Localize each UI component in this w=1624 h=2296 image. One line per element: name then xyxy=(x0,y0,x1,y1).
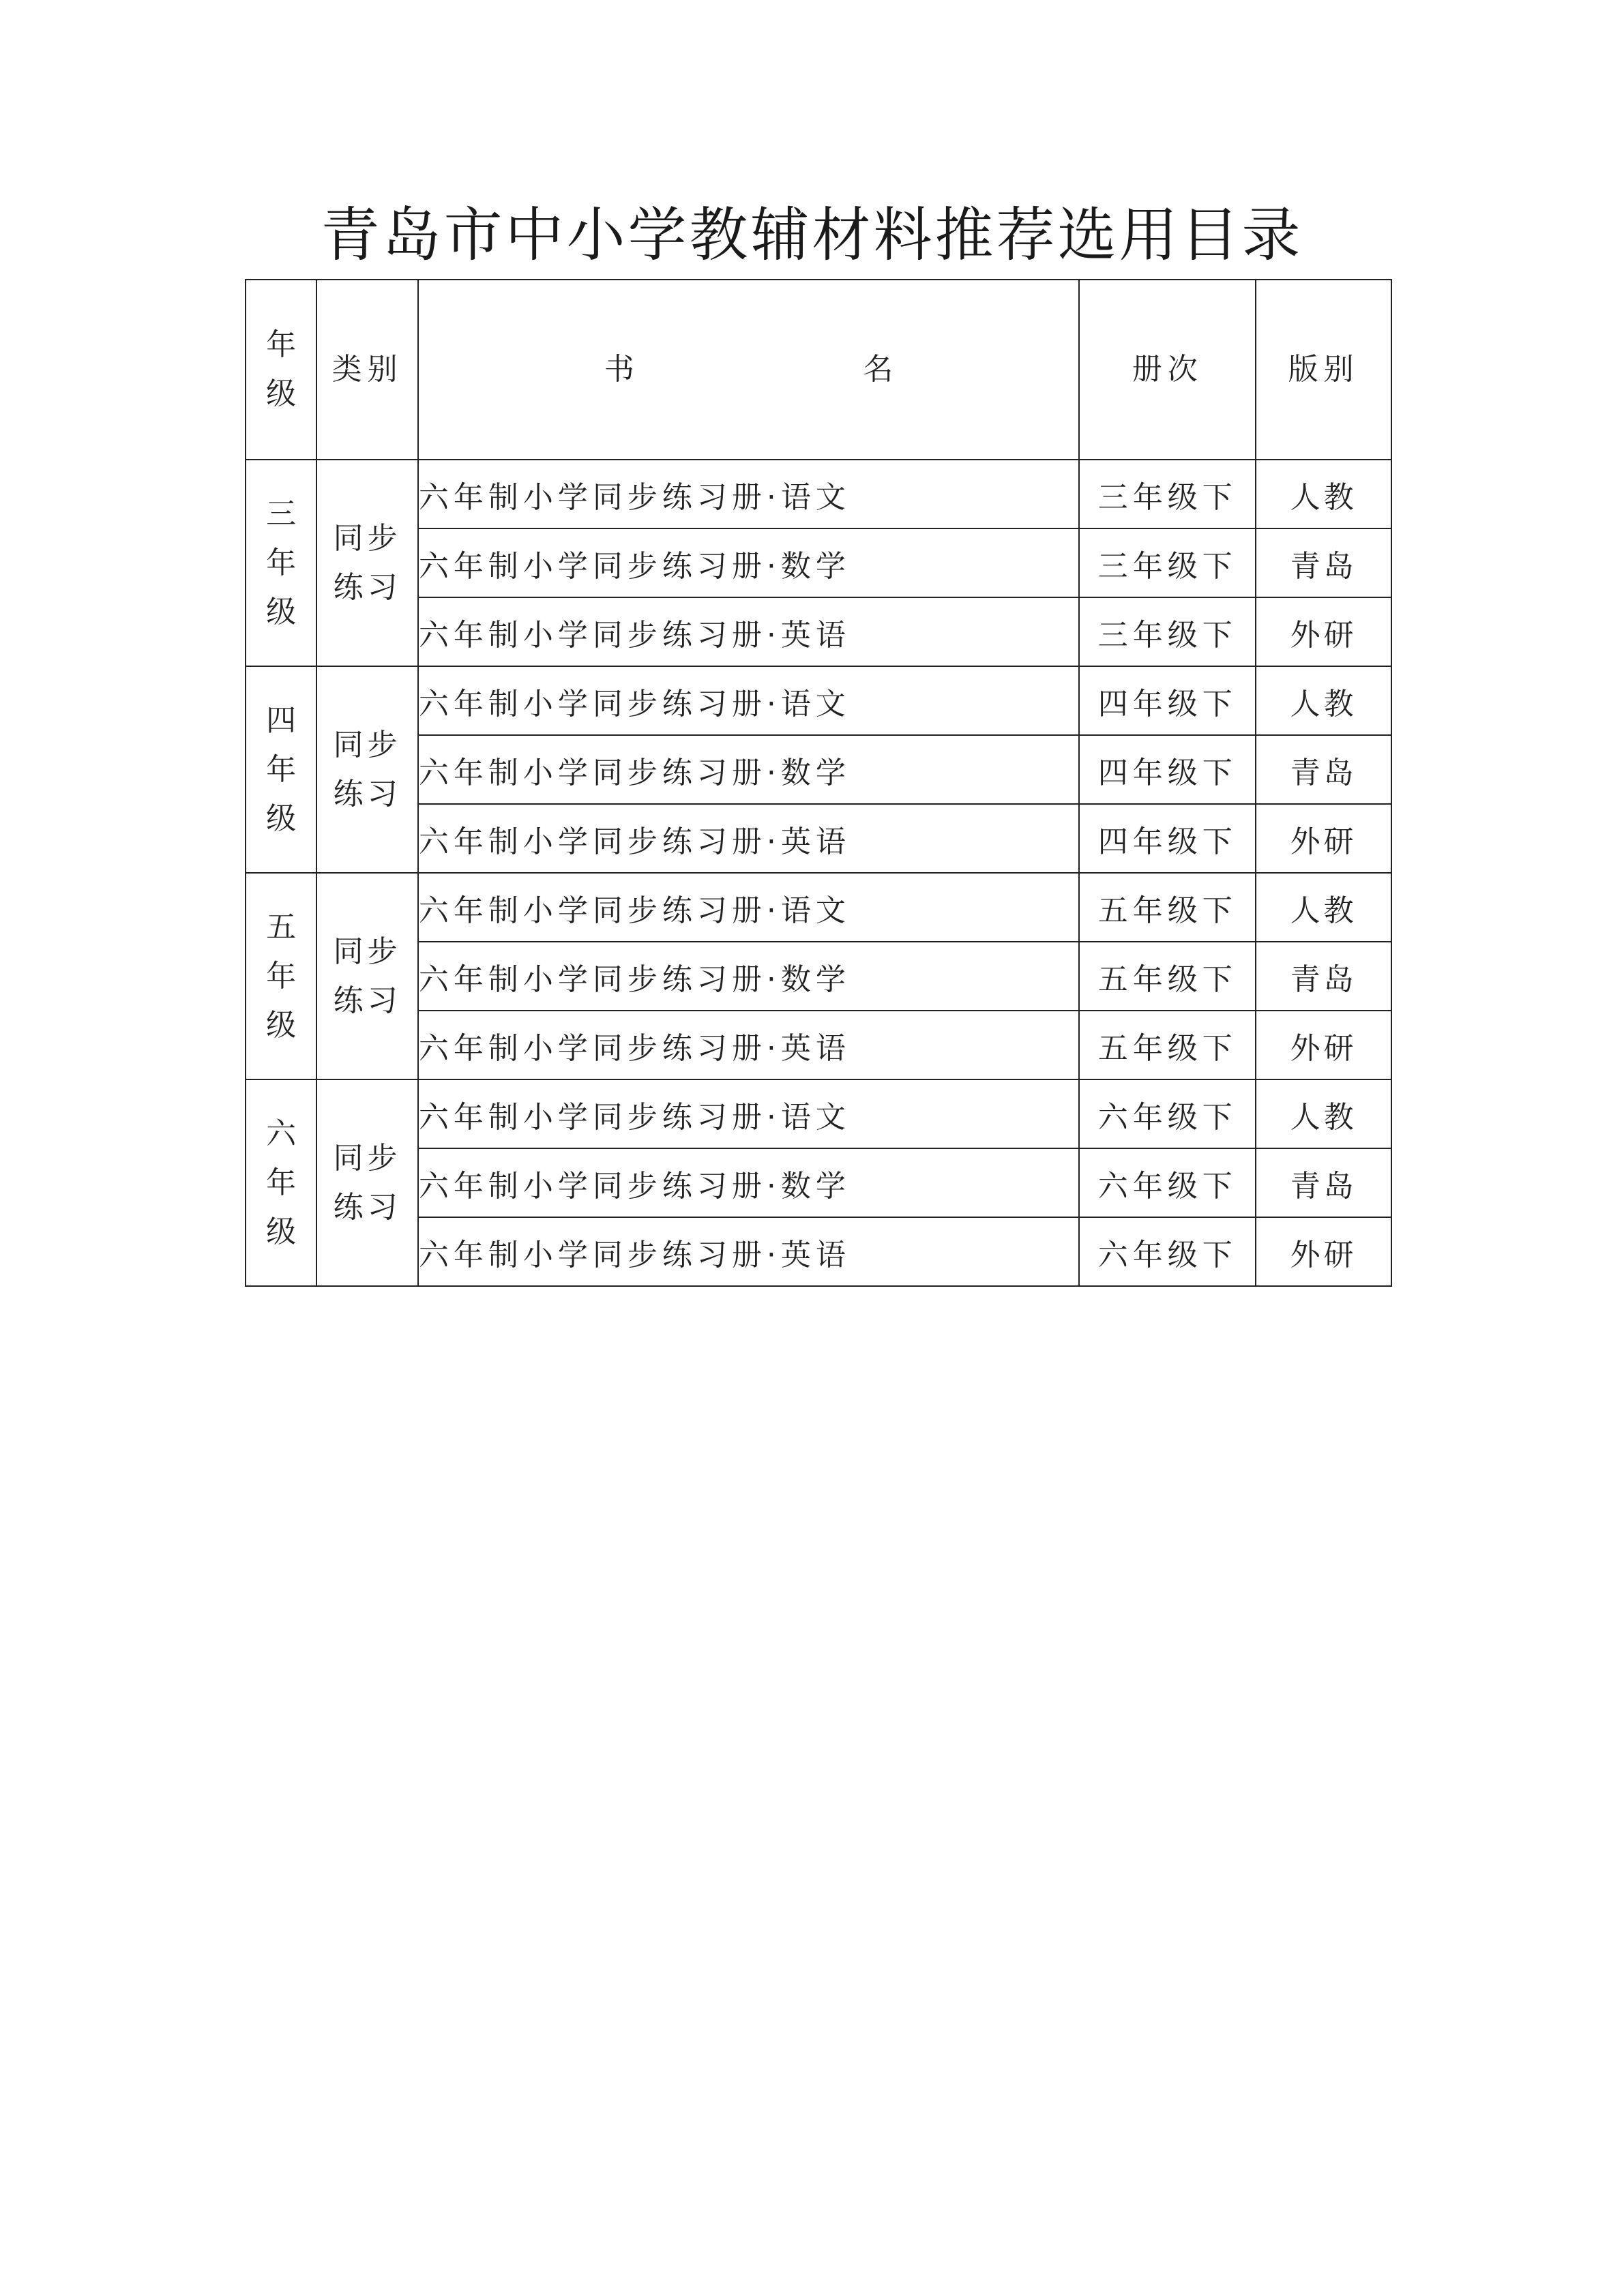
book-cell: 六年制小学同步练习册·语文 xyxy=(418,1079,1079,1148)
volume-cell: 四年级下 xyxy=(1079,804,1256,873)
book-cell: 六年制小学同步练习册·英语 xyxy=(418,804,1079,873)
table-row xyxy=(246,873,1391,942)
category-label: 同步 练习 xyxy=(333,1140,402,1225)
grade-cell xyxy=(246,666,316,873)
volume-cell: 六年级下 xyxy=(1079,1148,1256,1217)
book-cell: 六年制小学同步练习册·英语 xyxy=(418,1011,1079,1079)
edition-cell: 人教 xyxy=(1256,666,1391,735)
table-row xyxy=(246,1217,1391,1286)
edition-cell: 外研 xyxy=(1256,1217,1391,1286)
header-book-right: 名 xyxy=(863,352,894,387)
table-row xyxy=(246,528,1391,597)
table-row xyxy=(246,1079,1391,1148)
table-row xyxy=(246,597,1391,666)
table-row xyxy=(246,942,1391,1011)
header-book xyxy=(418,280,1079,460)
header-volume xyxy=(1079,280,1256,460)
edition-cell: 外研 xyxy=(1256,597,1391,666)
header-row xyxy=(246,280,1391,460)
category-label: 同步 练习 xyxy=(333,727,402,811)
grade-label: 三 年 级 xyxy=(266,496,297,629)
grade-cell xyxy=(246,1079,316,1286)
grade-label: 四 年 级 xyxy=(266,702,297,836)
grade-label: 五 年 级 xyxy=(266,909,297,1043)
page-title: 青岛市中小学教辅材料推荐选用目录 xyxy=(321,201,1303,269)
volume-cell: 六年级下 xyxy=(1079,1217,1256,1286)
category-label: 同步 练习 xyxy=(333,520,402,605)
volume-cell: 五年级下 xyxy=(1079,942,1256,1011)
volume-cell: 六年级下 xyxy=(1079,1079,1256,1148)
catalog-body xyxy=(246,460,1391,1286)
grade-label: 六 年 级 xyxy=(266,1116,297,1249)
edition-cell: 人教 xyxy=(1256,1079,1391,1148)
volume-cell: 三年级下 xyxy=(1079,528,1256,597)
book-cell: 六年制小学同步练习册·英语 xyxy=(418,1217,1079,1286)
header-grade xyxy=(246,280,316,460)
edition-cell: 外研 xyxy=(1256,1011,1391,1079)
volume-cell: 四年级下 xyxy=(1079,666,1256,735)
book-cell: 六年制小学同步练习册·数学 xyxy=(418,528,1079,597)
table-row xyxy=(246,804,1391,873)
book-cell: 六年制小学同步练习册·语文 xyxy=(418,666,1079,735)
edition-cell: 人教 xyxy=(1256,873,1391,942)
header-book-left: 书 xyxy=(604,352,634,387)
header-edition xyxy=(1256,280,1391,460)
book-cell: 六年制小学同步练习册·数学 xyxy=(418,1148,1079,1217)
edition-cell: 青岛 xyxy=(1256,1148,1391,1217)
header-grade-label: 年 级 xyxy=(266,327,297,411)
book-cell: 六年制小学同步练习册·数学 xyxy=(418,735,1079,804)
grade-cell xyxy=(246,460,316,666)
category-cell xyxy=(316,666,418,873)
table-row xyxy=(246,460,1391,528)
volume-cell: 三年级下 xyxy=(1079,597,1256,666)
header-category xyxy=(316,280,418,460)
category-cell xyxy=(316,460,418,666)
table-row xyxy=(246,666,1391,735)
category-label: 同步 练习 xyxy=(333,934,402,1018)
edition-cell: 青岛 xyxy=(1256,528,1391,597)
grade-cell xyxy=(246,873,316,1079)
volume-cell: 五年级下 xyxy=(1079,1011,1256,1079)
catalog-table xyxy=(245,279,1392,1287)
table-row xyxy=(246,1148,1391,1217)
book-cell: 六年制小学同步练习册·语文 xyxy=(418,460,1079,528)
category-cell xyxy=(316,1079,418,1286)
category-cell xyxy=(316,873,418,1079)
header-edition-label: 版别 xyxy=(1288,352,1359,387)
edition-cell: 外研 xyxy=(1256,804,1391,873)
book-cell: 六年制小学同步练习册·数学 xyxy=(418,942,1079,1011)
volume-cell: 四年级下 xyxy=(1079,735,1256,804)
edition-cell: 青岛 xyxy=(1256,942,1391,1011)
volume-cell: 三年级下 xyxy=(1079,460,1256,528)
volume-cell: 五年级下 xyxy=(1079,873,1256,942)
edition-cell: 人教 xyxy=(1256,460,1391,528)
table-row xyxy=(246,1011,1391,1079)
header-category-label: 类别 xyxy=(331,352,403,387)
book-cell: 六年制小学同步练习册·语文 xyxy=(418,873,1079,942)
edition-cell: 青岛 xyxy=(1256,735,1391,804)
header-volume-label: 册次 xyxy=(1132,352,1203,387)
book-cell: 六年制小学同步练习册·英语 xyxy=(418,597,1079,666)
table-row xyxy=(246,735,1391,804)
